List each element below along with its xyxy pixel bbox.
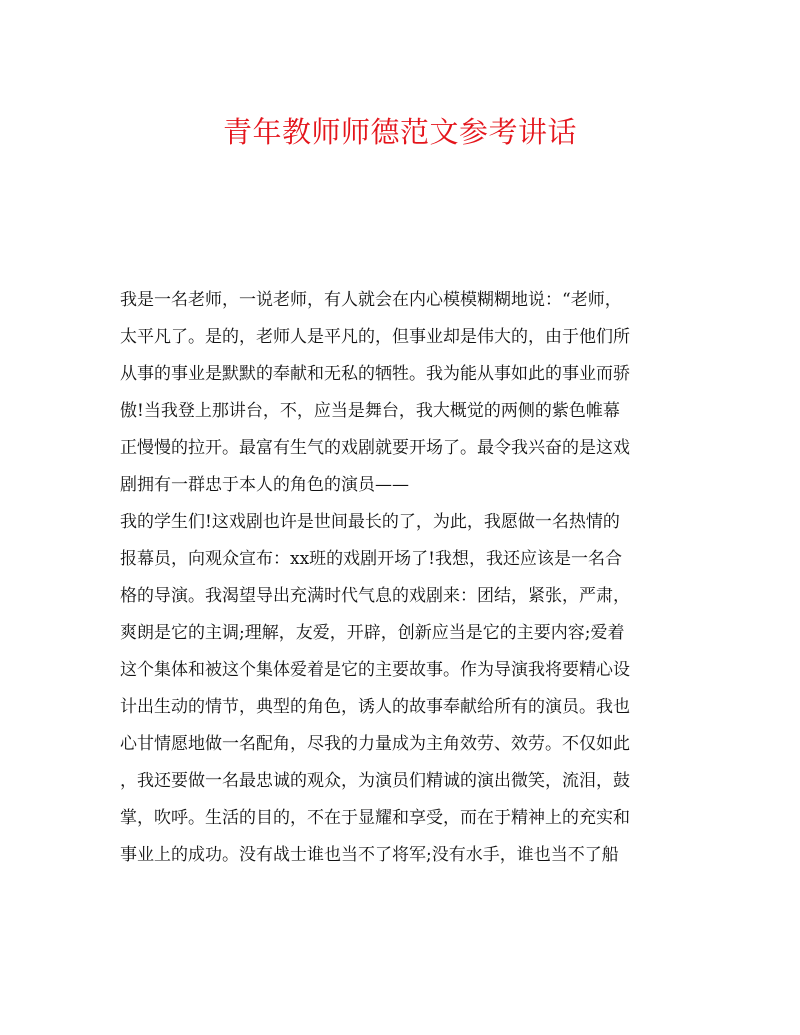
body-line: 这个集体和被这个集体爱着是它的主要故事。作为导演我将要精心设 bbox=[120, 660, 630, 680]
body-line: 我的学生们!这戏剧也许是世间最长的了，为此，我愿做一名热情的 bbox=[120, 512, 620, 532]
body-line: ，我还要做一名最忠诚的观众，为演员们精诚的演出微笑，流泪，鼓 bbox=[120, 771, 630, 791]
body-line: 太平凡了。是的，老师人是平凡的，但事业却是伟大的，由于他们所 bbox=[120, 327, 630, 347]
body-line: 从事的事业是默默的奉献和无私的牺牲。我为能从事如此的事业而骄 bbox=[120, 364, 630, 384]
body-line: 掌，吹呼。生活的目的，不在于显耀和享受，而在于精神上的充实和 bbox=[120, 808, 630, 828]
body-line: 计出生动的情节，典型的角色，诱人的故事奉献给所有的演员。我也 bbox=[120, 697, 630, 717]
body-line: 剧拥有一群忠于本人的角色的演员—— bbox=[120, 475, 409, 495]
body-line: 心甘情愿地做一名配角，尽我的力量成为主角效劳、效劳。不仅如此 bbox=[120, 734, 630, 754]
body-line: 正慢慢的拉开。最富有生气的戏剧就要开场了。最令我兴奋的是这戏 bbox=[120, 438, 630, 458]
body-line: 爽朗是它的主调;理解，友爱，开辟，创新应当是它的主要内容;爱着 bbox=[120, 623, 625, 643]
body-line: 格的导演。我渴望导出充满时代气息的戏剧来：团结，紧张，严肃， bbox=[120, 586, 630, 606]
body-line: 报幕员，向观众宣布：xx班的戏剧开场了!我想，我还应该是一名合 bbox=[120, 549, 623, 569]
document-body bbox=[120, 282, 680, 874]
body-line: 傲!当我登上那讲台，不，应当是舞台，我大概觉的两侧的紫色帷幕 bbox=[120, 401, 620, 421]
document-title: 青年教师师德范文参考讲话 bbox=[222, 115, 577, 149]
body-line: 我是一名老师，一说老师，有人就会在内心模模糊糊地说：“老师， bbox=[120, 290, 622, 310]
body-line: 事业上的成功。没有战士谁也当不了将军;没有水手，谁也当不了船 bbox=[120, 845, 619, 865]
